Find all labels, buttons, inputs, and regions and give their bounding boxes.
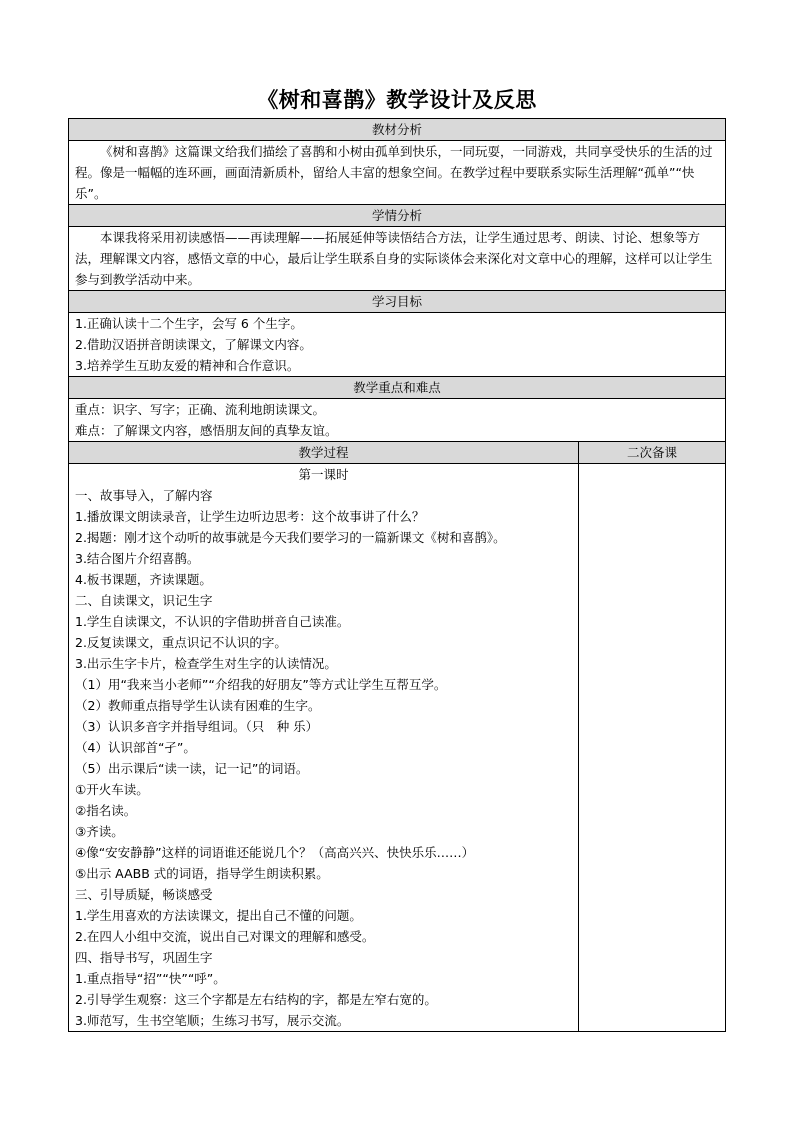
goal-item: 1.正确认读十二个生字，会写 6 个生字。 [75,316,303,331]
process-line: （1）用“我来当小老师”“介绍我的好朋友”等方式让学生互帮互学。 [75,677,447,692]
process-line: 2.揭题：刚才这个动听的故事就是今天我们要学习的一篇新课文《树和喜鹊》。 [75,530,506,545]
process-line: 2.在四人小组中交流，说出自己对课文的理解和感受。 [75,929,375,944]
focus-difficulty-header: 教学重点和难点 [69,377,726,399]
process-line: ④像“安安静静”这样的词语谁还能说几个？（高高兴兴、快快乐乐……） [75,845,475,860]
process-line: 一、故事导入，了解内容 [75,488,213,503]
learning-goals-list [69,313,726,377]
process-line: 1.学生用喜欢的方法读课文，提出自己不懂的问题。 [75,908,362,923]
process-line: （5）出示课后“读一读，记一记”的词语。 [75,761,309,776]
goal-item: 3.培养学生互助友爱的精神和合作意识。 [75,358,300,373]
process-line: 4.板书课题，齐读课题。 [75,572,212,587]
process-line: 3.结合图片介绍喜鹊。 [75,551,200,566]
process-line: ①开火车读。 [75,782,149,797]
process-line: 3.出示生字卡片，检查学生对生字的认读情况。 [75,656,337,671]
second-prep-header: 二次备课 [578,442,725,464]
process-line: 1.重点指导“招”“快”“呼”。 [75,971,226,986]
process-line: 2.反复读课文，重点识记不认识的字。 [75,635,287,650]
learner-analysis-text: 本课我将采用初读感悟——再读理解——拓展延伸等读悟结合方法，让学生通过思考、朗读、讨论、想象等方法，理解课文内容，感悟文章的中心，最后让学生联系自身的实际谈体会来深化对文章中心的理解，这样可以让学生参与到教学活动中来。 [69,227,726,291]
difficulty-item: 难点：了解课文内容，感悟朋友间的真挚友谊。 [75,423,338,438]
focus-item: 重点：识字、写字；正确、流利地朗读课文。 [75,402,326,417]
process-line: ③齐读。 [75,824,124,839]
process-line: 1.播放课文朗读录音，让学生边听边思考：这个故事讲了什么？ [75,509,425,524]
process-line: （2）教师重点指导学生认读有困难的生字。 [75,698,321,713]
learner-analysis-header: 学情分析 [69,205,726,227]
process-line: ②指名读。 [75,803,137,818]
process-line: （3）认识多音字并指导组词。（只 种 乐） [75,719,319,734]
process-line: （4）认识部首“孑”。 [75,740,196,755]
lesson-plan-table [68,118,726,1032]
process-line: 三、引导质疑，畅谈感受 [75,887,213,902]
material-analysis-text: 《树和喜鹊》这篇课文给我们描绘了喜鹊和小树由孤单到快乐，一同玩耍，一同游戏，共同享受快乐的生活的过程。像是一幅幅的连环画，画面清新质朴，留给人丰富的想象空间。在教学过程中要联系实际生活理解“孤单”“快乐”。 [69,141,726,205]
process-line: 二、自读课文，识记生字 [75,593,213,608]
document-title: 《树和喜鹊》教学设计及反思 [257,88,537,112]
process-line: 2.引导学生观察：这三个字都是左右结构的字，都是左窄右宽的。 [75,992,437,1007]
process-line: 3.师范写，生书空笔顺；生练习书写，展示交流。 [75,1013,350,1028]
learning-goals-header: 学习目标 [69,291,726,313]
material-analysis-header: 教材分析 [69,119,726,141]
teaching-process-header: 教学过程 [69,442,579,464]
process-line: 四、指导书写，巩固生字 [75,950,213,965]
goal-item: 2.借助汉语拼音朗读课文，了解课文内容。 [75,337,312,352]
second-prep-cell [578,464,725,1032]
process-line: 1.学生自读课文，不认识的字借助拼音自己读准。 [75,614,350,629]
process-line: ⑤出示 AABB 式的词语，指导学生朗读积累。 [75,866,329,881]
teaching-process-content [69,464,579,1032]
focus-difficulty-list [69,399,726,442]
period-label: 第一课时 [298,467,349,482]
